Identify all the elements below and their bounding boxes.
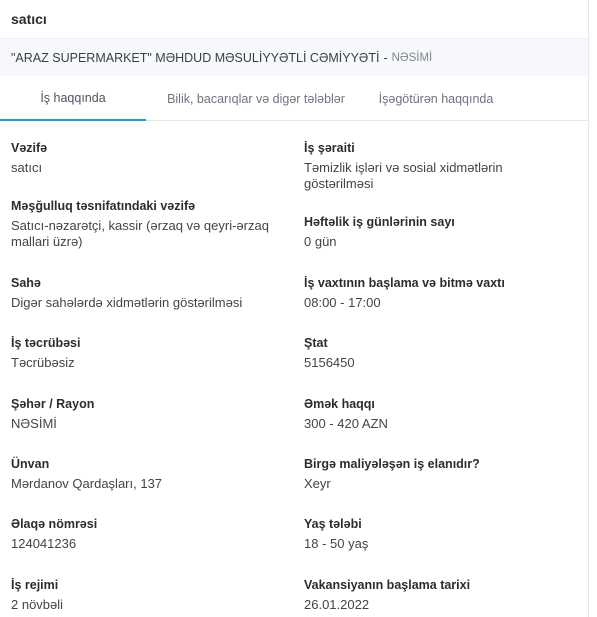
- field-value: Mərdanov Qardaşları, 137: [11, 476, 163, 491]
- field-label: Birgə maliyələşən iş elanıdır?: [304, 457, 480, 471]
- field-value: 18 - 50 yaş: [304, 536, 369, 551]
- tab-skills-requirements-label: Bilik, bacarıqlar və digər tələblər: [167, 91, 345, 106]
- field-contact-number: [11, 516, 291, 552]
- field-value: Digər sahələrdə xidmətlərin göstərilməsi: [11, 295, 243, 310]
- company-name[interactable]: "ARAZ SUPERMARKET" MƏHDUD MƏSULİYYƏTLİ CƏMİYYƏTİ: [11, 50, 380, 65]
- tab-about-job[interactable]: [0, 76, 146, 121]
- field-value: Satıcı-nəzarətçi, kassir (ərzaq və qeyri-ərzaq mallari üzrə): [11, 218, 269, 249]
- field-sector: [11, 275, 291, 311]
- field-label: Vəzifə: [11, 141, 48, 155]
- company-district: NƏSİMİ: [391, 51, 433, 64]
- field-work-mode: [11, 577, 291, 613]
- field-value: NƏSİMİ: [11, 416, 57, 431]
- field-value: 5156450: [304, 355, 355, 370]
- field-address: [11, 456, 291, 492]
- field-value: 2 növbəli: [11, 597, 64, 612]
- tab-about-employer-label: İşəgötürən haqqında: [378, 91, 494, 106]
- vacancy-title-bar: [0, 0, 588, 39]
- field-weekly-workdays: [304, 214, 574, 250]
- tab-about-job-label: İş haqqında: [40, 90, 106, 105]
- field-label: Vakansiyanın başlama tarixi: [304, 578, 471, 592]
- field-label: İş vaxtının başlama və bitmə vaxtı: [304, 276, 505, 290]
- field-value: 124041236: [11, 536, 77, 551]
- field-value: Təcrübəsiz: [11, 355, 75, 370]
- tab-about-employer[interactable]: [366, 76, 506, 121]
- tab-skills-requirements[interactable]: [146, 76, 366, 121]
- field-salary: [304, 396, 574, 432]
- company-bar: [0, 39, 588, 76]
- field-position: [11, 140, 291, 176]
- field-value: 0 gün: [304, 234, 337, 249]
- field-value: satıcı: [11, 160, 43, 175]
- field-label: Sahə: [11, 276, 41, 290]
- field-classified-position: [11, 198, 291, 250]
- field-label: İş rejimi: [11, 578, 59, 592]
- field-label: Ştat: [304, 336, 328, 350]
- field-staff-id: [304, 335, 574, 371]
- field-label: Məşğulluq təsnifatındaki vəzifə: [11, 199, 196, 213]
- field-label: Şəhər / Rayon: [11, 397, 95, 411]
- field-label: İş təcrübəsi: [11, 336, 81, 350]
- company-separator: -: [383, 50, 388, 65]
- field-work-conditions: [304, 140, 574, 192]
- field-value: 26.01.2022: [304, 597, 370, 612]
- vacancy-title: satıcı: [11, 11, 47, 27]
- field-cofunded: [304, 456, 574, 492]
- field-label: İş şəraiti: [304, 141, 355, 155]
- field-work-hours: [304, 275, 574, 311]
- field-label: Yaş tələbi: [304, 517, 362, 531]
- field-label: Həftəlik iş günlərinin sayı: [304, 215, 455, 229]
- field-value: 08:00 - 17:00: [304, 295, 381, 310]
- field-value: 300 - 420 AZN: [304, 416, 388, 431]
- field-experience: [11, 335, 291, 371]
- field-start-date: [304, 577, 574, 613]
- field-value: Təmizlik işləri və sosial xidmətlərin göstərilməsi: [304, 160, 503, 191]
- field-value: Xeyr: [304, 476, 331, 491]
- field-label: Ünvan: [11, 457, 50, 471]
- field-label: Əmək haqqı: [304, 397, 375, 411]
- field-label: Əlaqə nömrəsi: [11, 517, 98, 531]
- field-age-requirement: [304, 516, 574, 552]
- field-city-district: [11, 396, 291, 432]
- tab-bar: [0, 76, 588, 121]
